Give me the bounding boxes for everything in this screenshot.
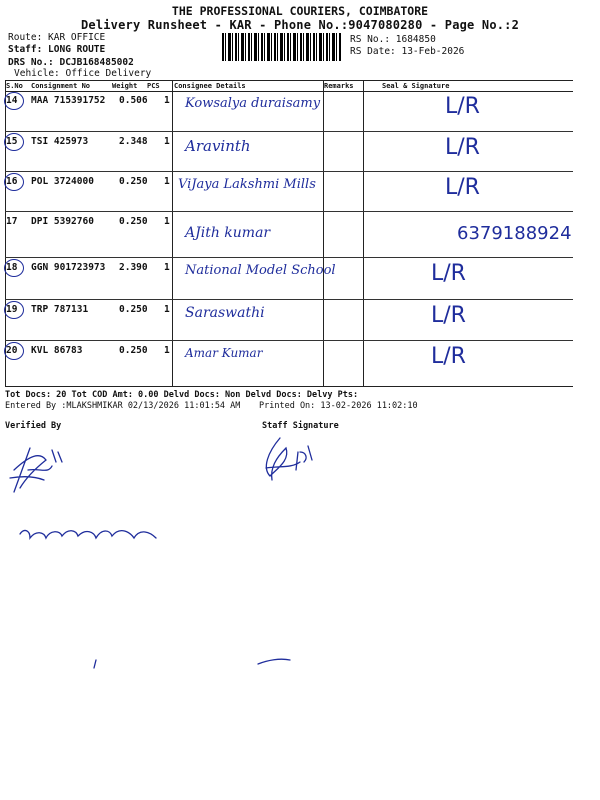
row-weight: 0.250 <box>119 176 148 187</box>
row-pcs: 1 <box>164 95 170 106</box>
row-consignee-handwritten: National Model School <box>185 263 336 278</box>
row-consignee-handwritten: ViJaya Lakshmi Mills <box>178 177 316 192</box>
row-consignment: GGN 901723973 <box>31 262 106 273</box>
row-pcs: 1 <box>164 136 170 147</box>
row-consignee-handwritten: Amar Kumar <box>185 346 263 360</box>
row-consignment: TRP 787131 <box>31 304 89 315</box>
verified-signature-mark <box>10 448 62 492</box>
col-consignment: Consignment No <box>31 82 91 90</box>
rs-date: RS Date: 13-Feb-2026 <box>350 46 465 57</box>
row-weight: 0.250 <box>119 216 148 227</box>
rs-number: RS No.: 1684850 <box>350 34 436 45</box>
row-pcs: 1 <box>164 345 170 356</box>
row-pcs: 1 <box>164 216 170 227</box>
row-weight: 2.348 <box>119 136 148 147</box>
totals-line: Tot Docs: 20 Tot COD Amt: 0.00 Delvd Docs: Non Delvd Docs: Delvy Pts: <box>5 390 359 400</box>
drs-number: DRS No.: DCJB168485002 <box>8 57 134 68</box>
handwritten-note-mark <box>20 531 156 538</box>
entered-by: Entered By :MLAKSHMIKAR 02/13/2026 11:01:54 AM <box>5 401 241 411</box>
row-consignee-handwritten: Kowsalya duraisamy <box>185 96 321 111</box>
col-weight: Weight <box>112 82 138 90</box>
pen-stroke-mark <box>258 659 290 664</box>
row-weight: 2.390 <box>119 262 148 273</box>
row-sno: 16 <box>6 176 17 187</box>
route-label: Route: KAR OFFICE <box>8 32 106 43</box>
row-weight: 0.506 <box>119 95 148 106</box>
row-sno: 18 <box>6 262 17 273</box>
staff-signature-label: Staff Signature <box>262 421 339 431</box>
row-consignee-handwritten: AJith kumar <box>185 225 271 241</box>
verified-by-label: Verified By <box>5 421 62 431</box>
row-consignee-handwritten: Saraswathi <box>185 305 265 321</box>
row-pcs: 1 <box>164 176 170 187</box>
printed-on: Printed On: 13-02-2026 11:02:10 <box>259 401 418 411</box>
row-consignee-handwritten: Aravinth <box>185 137 251 155</box>
col-sno: S.No <box>6 82 23 90</box>
row-consignment: MAA 715391752 <box>31 95 106 106</box>
row-remark-handwritten: L/R <box>431 303 466 328</box>
row-remark-handwritten: L/R <box>431 261 466 286</box>
row-pcs: 1 <box>164 262 170 273</box>
pen-dot-mark <box>94 660 96 668</box>
row-sno: 14 <box>6 95 17 106</box>
row-consignment: TSI 425973 <box>31 136 89 147</box>
company-title: THE PROFESSIONAL COURIERS, COIMBATORE <box>171 4 429 18</box>
col-remarks: Remarks <box>324 82 354 90</box>
row-remark-handwritten: L/R <box>445 94 480 119</box>
col-consignee: Consignee Details <box>174 82 246 90</box>
row-consignment: KVL 86783 <box>31 345 83 356</box>
row-sno: 20 <box>6 345 17 356</box>
row-remark-handwritten: 6379188924 <box>457 223 572 244</box>
row-remark-handwritten: L/R <box>445 175 480 200</box>
row-sno: 15 <box>6 136 17 147</box>
row-weight: 0.250 <box>119 304 148 315</box>
col-seal: Seal & Signature <box>382 82 450 90</box>
row-pcs: 1 <box>164 304 170 315</box>
staff-signature-mark <box>266 438 312 480</box>
row-consignment: DPI 5392760 <box>31 216 94 227</box>
col-pcs: PCS <box>147 82 160 90</box>
staff-label: Staff: LONG ROUTE <box>8 44 106 55</box>
row-remark-handwritten: L/R <box>445 135 480 160</box>
row-remark-handwritten: L/R <box>431 344 466 369</box>
row-consignment: POL 3724000 <box>31 176 94 187</box>
row-weight: 0.250 <box>119 345 148 356</box>
vehicle-label: Vehicle: Office Delivery <box>14 68 152 79</box>
row-sno: 17 <box>6 216 18 227</box>
runsheet-subtitle: Delivery Runsheet - KAR - Phone No.:9047080280 - Page No.:2 <box>80 18 520 32</box>
row-sno: 19 <box>6 304 17 315</box>
